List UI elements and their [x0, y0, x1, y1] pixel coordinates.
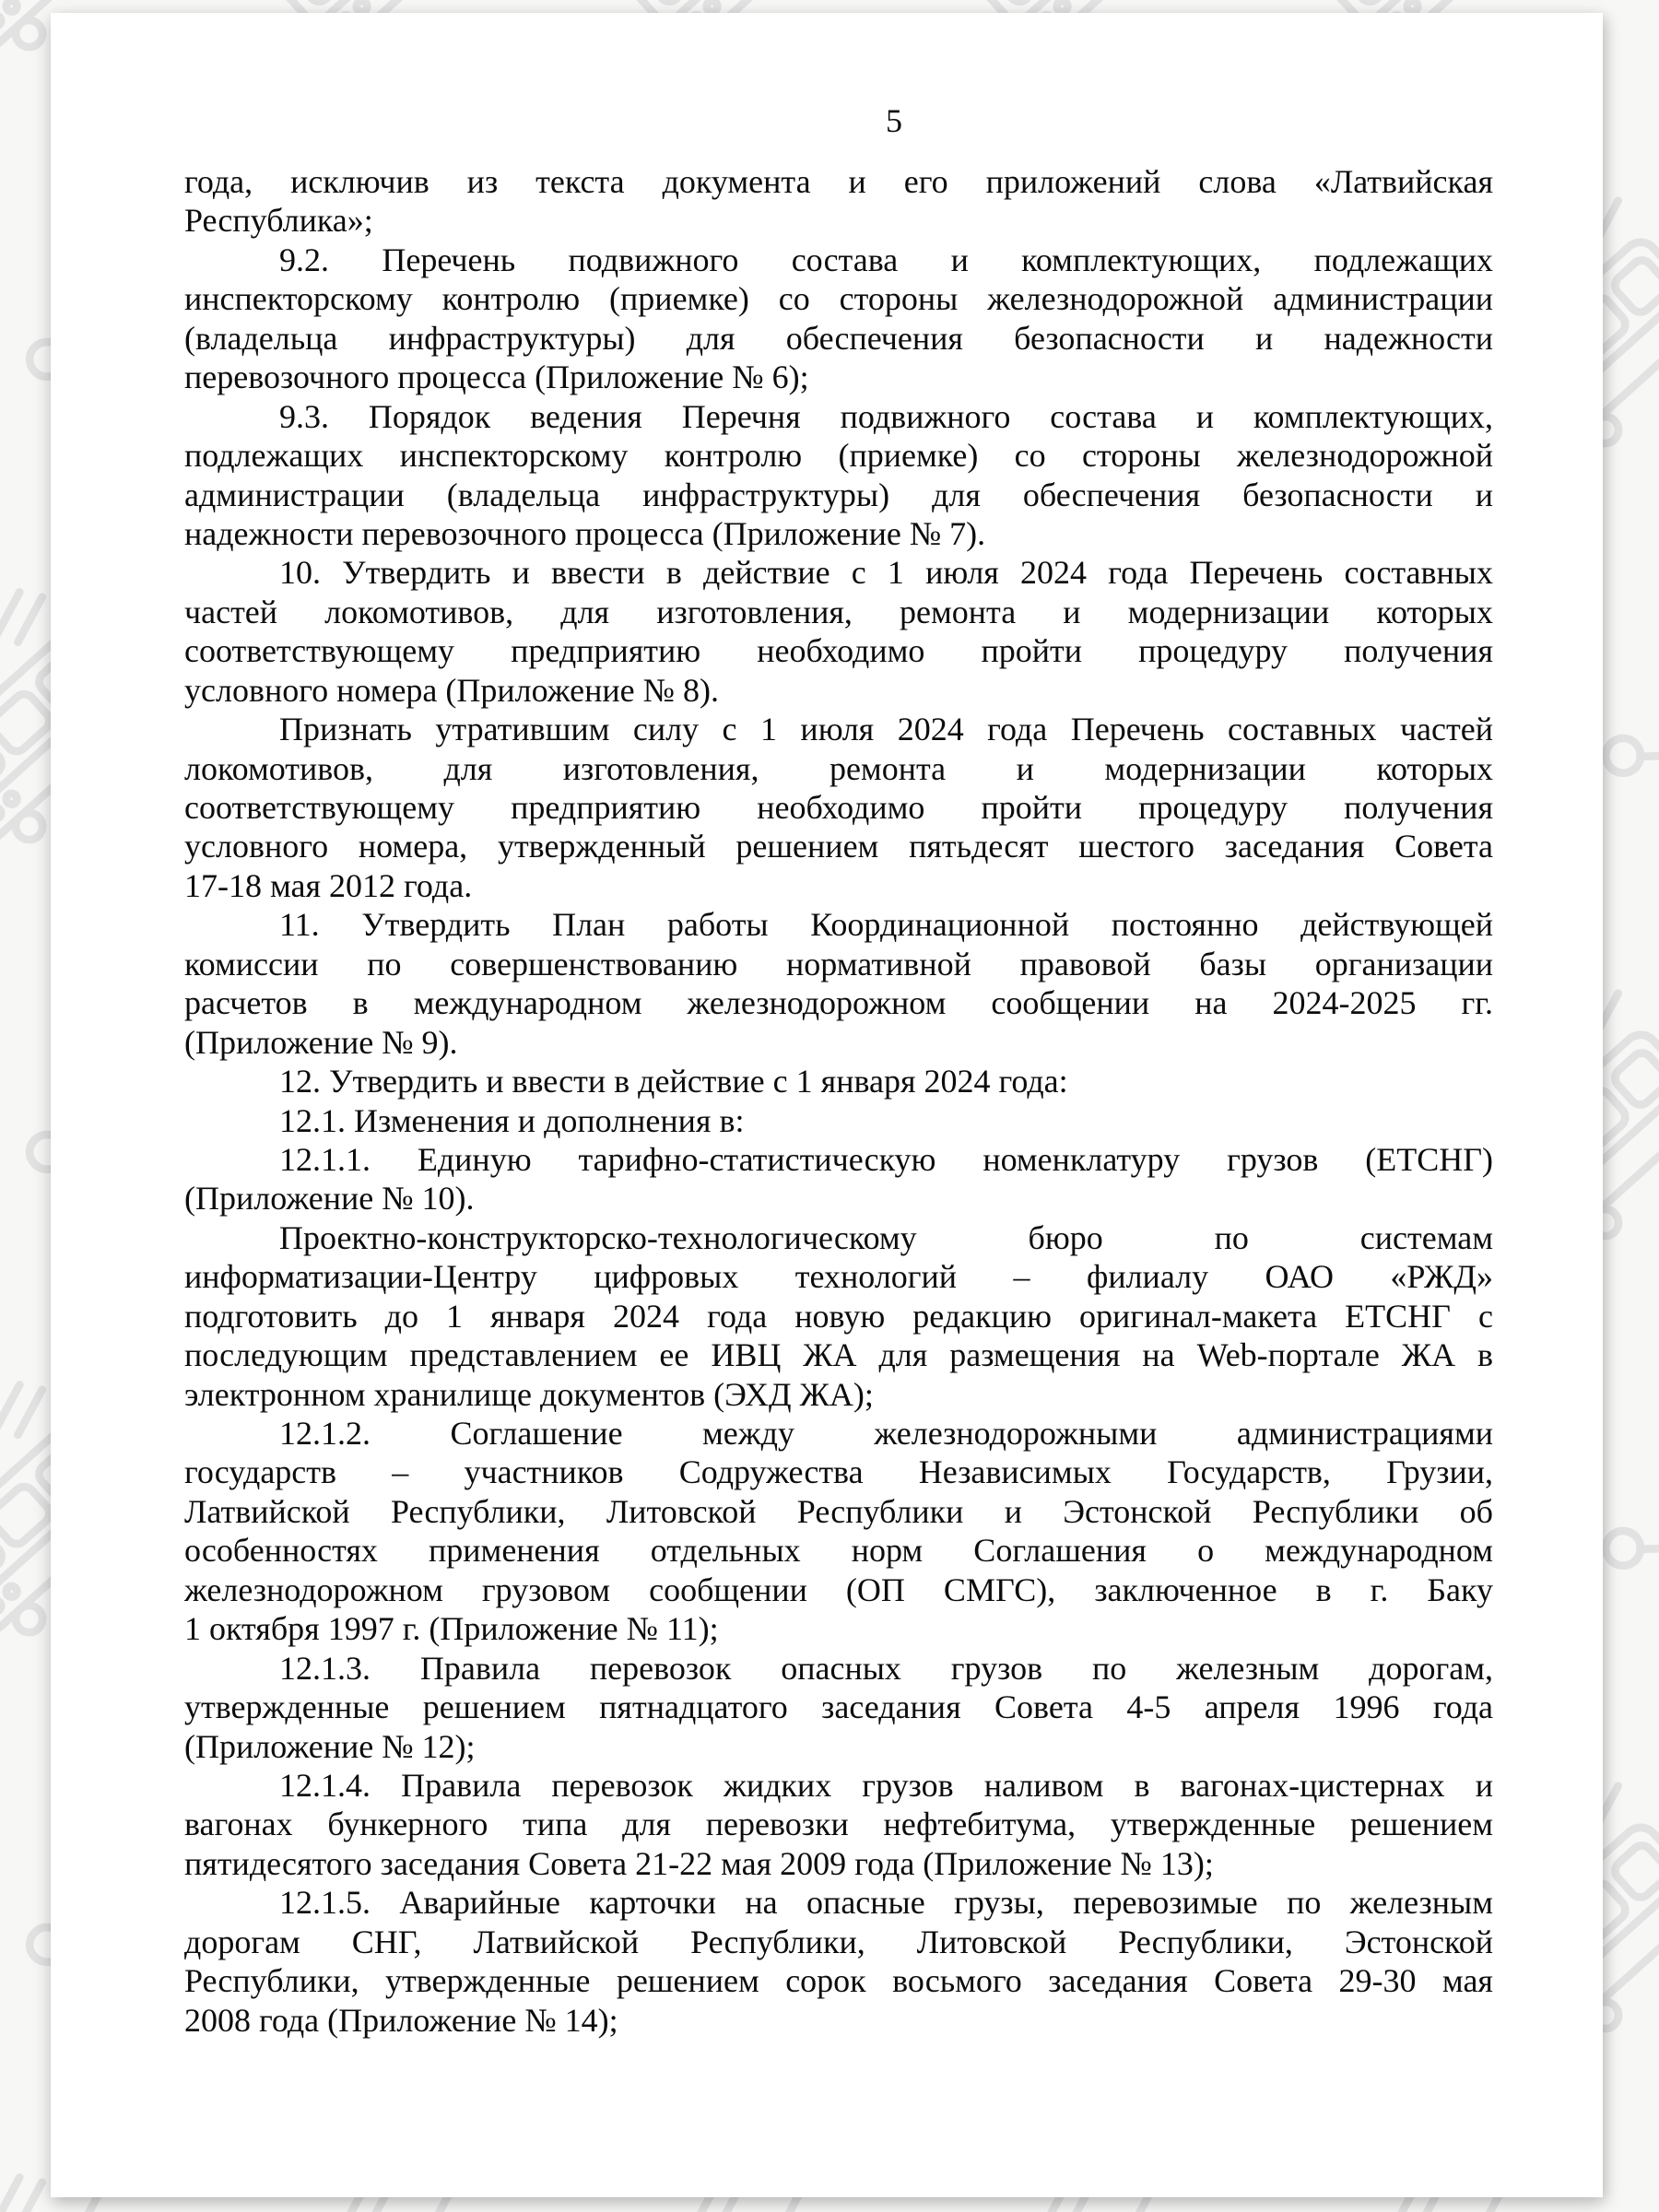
text-line: последующим представлением ее ИВЦ ЖА для размещения на Web-портале ЖА в: [184, 1336, 1493, 1374]
text-line: администрации (владельца инфраструктуры) для обеспечения безопасности и: [184, 476, 1493, 513]
toy-train-icon: [1595, 2136, 1659, 2212]
text-line: (владельца инфраструктуры) для обеспечения безопасности и надежности: [184, 319, 1493, 357]
text-line: пятидесятого заседания Совета 21-22 мая 2009 года (Приложение № 13);: [184, 1844, 1214, 1882]
text-line: (Приложение № 12);: [184, 1727, 476, 1765]
text-line: инспекторскому контролю (приемке) со стороны железнодорожной администрации: [184, 280, 1493, 318]
text-line: 12.1.3. Правила перевозок опасных грузов по железным дорогам,: [279, 1649, 1493, 1687]
text-line: Республики, утвержденные решением сорок восьмого заседания Совета 29-30 мая: [184, 1962, 1493, 2000]
text-line: 12.1.2. Соглашение между железнодорожными администрациями: [279, 1415, 1493, 1452]
text-line: 11. Утвердить План работы Координационной постоянно действующей: [279, 906, 1493, 944]
text-line: соответствующему предприятию необходимо пройти процедуру получения: [184, 789, 1493, 826]
text-line: локомотивов, для изготовления, ремонта и модернизации которых: [184, 749, 1493, 787]
text-line: перевозочного процесса (Приложение № 6);: [184, 359, 809, 396]
text-line: (Приложение № 10).: [184, 1180, 475, 1218]
text-line: государств – участников Содружества Независимых Государств, Грузии,: [184, 1453, 1493, 1491]
text-line: утвержденные решением пятнадцатого заседания Совета 4-5 апреля 1996 года: [184, 1688, 1493, 1726]
text-line: соответствующему предприятию необходимо пройти процедуру получения: [184, 632, 1493, 670]
text-line: условного номера (Приложение № 8).: [184, 671, 719, 709]
toy-train-icon: [1595, 551, 1659, 895]
page-number: 5: [886, 102, 902, 139]
text-line: надежности перевозочного процесса (Приложение № 7).: [184, 514, 986, 552]
text-line: 9.3. Порядок ведения Перечня подвижного состава и комплектующих,: [279, 397, 1493, 435]
text-line: расчетов в международном железнодорожном сообщении на 2024-2025 гг.: [184, 984, 1493, 1022]
text-line: условного номера, утвержденный решением пятьдесят шестого заседания Совета: [184, 828, 1493, 865]
text-line: (Приложение № 9).: [184, 1023, 458, 1061]
text-line: вагонах бункерного типа для перевозки нефтебитума, утвержденные решением: [184, 1806, 1493, 1843]
text-line: Латвийской Республики, Литовской Республики и Эстонской Республики об: [184, 1492, 1493, 1530]
text-line: особенностях применения отдельных норм Соглашения о международном: [184, 1532, 1493, 1570]
text-line: 12. Утвердить и ввести в действие с 1 января 2024 года:: [279, 1063, 1068, 1100]
text-line: комиссии по совершенствованию нормативной правовой базы организации: [184, 945, 1493, 982]
text-line: железнодорожном грузовом сообщении (ОП СМГС), заключенное в г. Баку: [184, 1571, 1493, 1608]
text-line: года, исключив из текста документа и его приложений слова «Латвийская: [184, 163, 1493, 200]
text-line: 12.1. Изменения и дополнения в:: [279, 1101, 745, 1139]
text-line: подлежащих инспекторскому контролю (приемке) со стороны железнодорожной: [184, 437, 1493, 475]
text-line: Проектно-конструкторско-технологическому бюро по системам: [279, 1218, 1493, 1256]
text-line: 12.1.1. Единую тарифно-статистическую номенклатуру грузов (ЕТСНГ): [279, 1140, 1493, 1178]
document-page: [51, 13, 1603, 2197]
text-line: 12.1.4. Правила перевозок жидких грузов наливом в вагонах-цистернах и: [279, 1766, 1493, 1804]
text-line: 10. Утвердить и ввести в действие с 1 июля 2024 года Перечень составных: [279, 554, 1493, 592]
text-line: информатизации-Центру цифровых технологий – филиалу ОАО «РЖД»: [184, 1258, 1493, 1296]
text-line: 12.1.5. Аварийные карточки на опасные грузы, перевозимые по железным: [279, 1884, 1493, 1922]
text-line: 9.2. Перечень подвижного состава и комплектующих, подлежащих: [279, 241, 1493, 278]
text-line: 17-18 мая 2012 года.: [184, 866, 473, 904]
document-text-block: [184, 162, 1493, 2040]
toy-train-icon: [1595, 1344, 1659, 1688]
text-line: 1 октября 1997 г. (Приложение № 11);: [184, 1610, 719, 1648]
text-line: частей локомотивов, для изготовления, ремонта и модернизации которых: [184, 593, 1493, 630]
text-line: 2008 года (Приложение № 14);: [184, 2001, 618, 2039]
text-line: Признать утратившим силу с 1 июля 2024 года Перечень составных частей: [279, 711, 1493, 748]
text-line: подготовить до 1 января 2024 года новую редакцию оригинал-макета ЕТСНГ с: [184, 1297, 1493, 1335]
text-line: Республика»;: [184, 202, 373, 240]
text-line: дорогам СНГ, Латвийской Республики, Литовской Республики, Эстонской: [184, 1923, 1493, 1960]
text-line: электронном хранилище документов (ЭХД ЖА);: [184, 1375, 874, 1413]
toy-train-icon: [1595, 0, 1659, 101]
